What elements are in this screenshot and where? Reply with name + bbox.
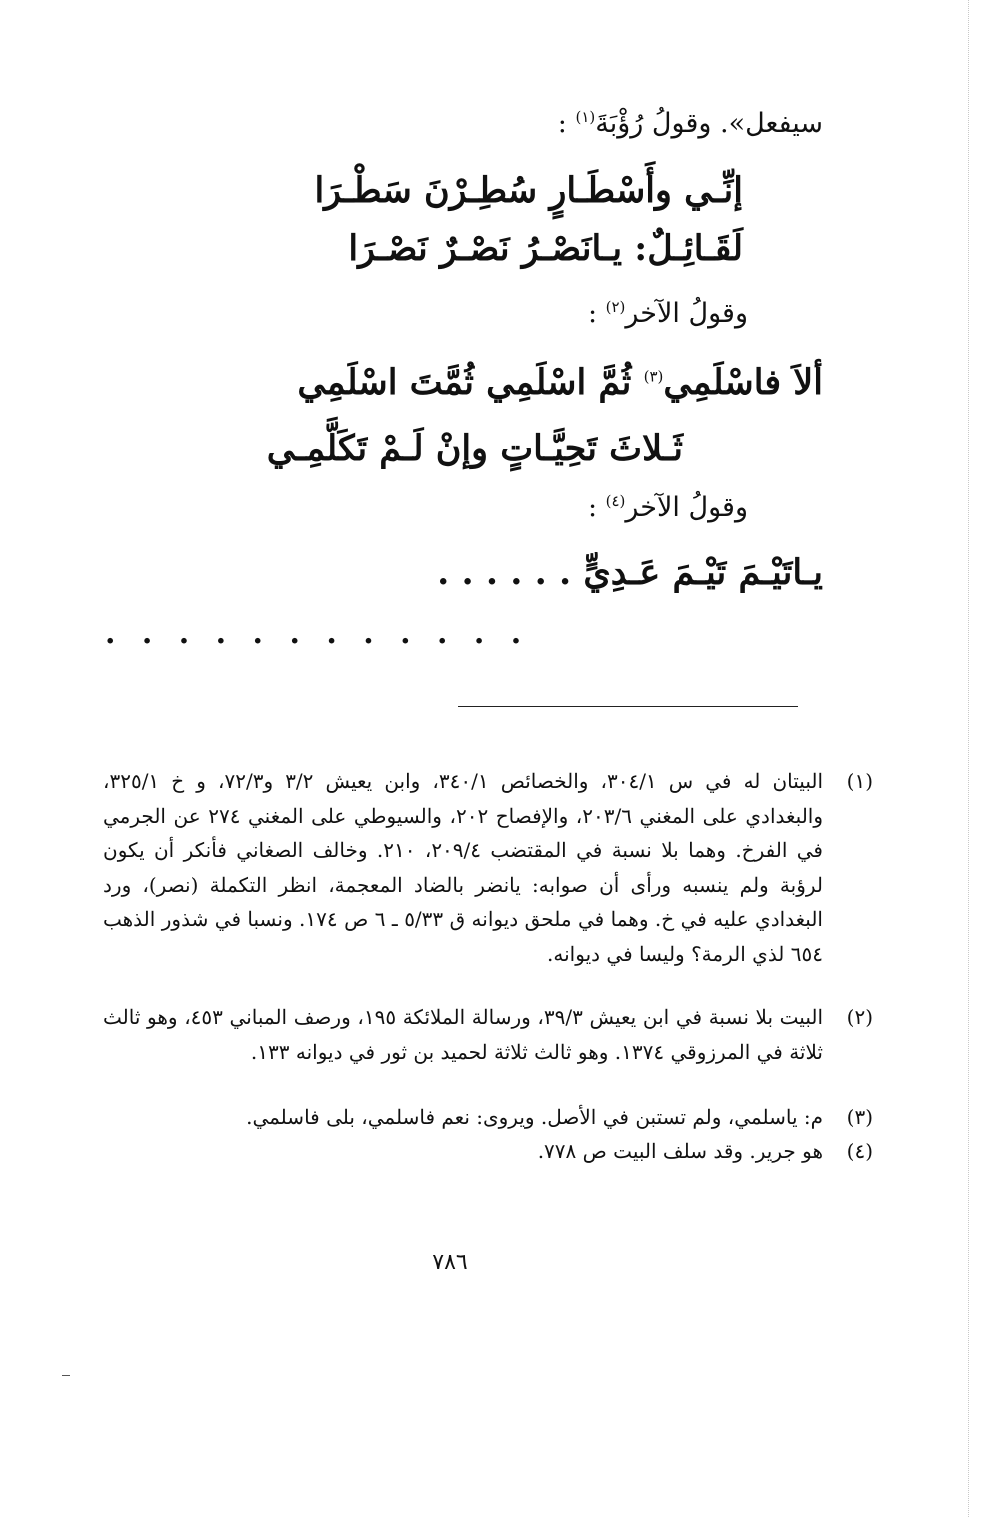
intro-text: وقولُ الآخر bbox=[625, 298, 748, 329]
verse-line-5: يـاتَيْـمَ تَيْـمَ عَـدِيٍّ . . . . . . bbox=[437, 552, 823, 593]
verse-line-1: إنِّـي وأَسْطَـارٍ سُطِـرْنَ سَطْـرَا bbox=[314, 170, 743, 211]
verse-line-2: لَقَـائِـلٌ: يـانَصْـرُ نَصْـرٌ نَصْـرَا bbox=[348, 228, 743, 269]
footnote-ref-2: (٢) bbox=[605, 298, 626, 316]
intro-line-other-2 bbox=[588, 492, 748, 523]
footnote-text: م: ياسلمي، ولم تستبن في الأصل. ويروى: نعم فاسلمي، بلى فاسلمي. bbox=[246, 1105, 823, 1129]
footnote-text: هو جرير. وقد سلف البيت ص ٧٧٨. bbox=[537, 1139, 823, 1163]
ellipsis-line: . . . . . . . . . . . . bbox=[105, 616, 530, 651]
verse-line-3 bbox=[297, 362, 823, 403]
footnote-ref-3: (٣) bbox=[643, 367, 664, 386]
footnote-2 bbox=[103, 1000, 873, 1069]
scan-mark bbox=[62, 1375, 70, 1376]
footnote-text: البيتان له في س ٣٠٤/١، والخصائص ٣٤٠/١، وابن يعيش ٣/٢ و٧٢/٣، و خ ٣٢٥/١، والبغدادي على المغني ٢٠٣/٦، والإفصاح ٢٠٢، والسيوطي على المغني ٢٧٤ عن الجرمي في الفرخ. وهما بلا نسبة في المقتضب ٢٠٩/٤، ٢١٠. وخالف الصغاني فأنكر أن يكون لرؤبة ولم ينسبه ورأى أن صوابه: يانضر بالضاد المعجمة، انظر التكملة (نصر)، ورد البغدادي عليه في خ. وهما في ملحق ديوانه ق ٥/٣٣ ـ ٦ ص ١٧٤. ونسبا في شذور الذهب ٦٥٤ لذي الرمة؟ وليسا في ديوانه. bbox=[103, 769, 824, 966]
footnote-ref-1: (١) bbox=[575, 108, 596, 126]
intro-text: سيفعل». وقولُ رُؤْبَةَ bbox=[595, 108, 823, 139]
scan-edge-line bbox=[968, 0, 969, 1517]
intro-colon: : bbox=[587, 298, 606, 329]
footnote-ref-4: (٤) bbox=[605, 492, 626, 510]
intro-line-ruba bbox=[558, 108, 823, 139]
intro-colon: : bbox=[557, 108, 576, 139]
verse-text-before: ألاَ فاسْلَمِي bbox=[663, 362, 823, 403]
page-number: ٧٨٦ bbox=[432, 1250, 468, 1275]
intro-line-other-1 bbox=[588, 298, 748, 329]
intro-colon: : bbox=[587, 492, 606, 523]
intro-text: وقولُ الآخر bbox=[625, 492, 748, 523]
footnote-number: (٣) bbox=[846, 1105, 873, 1129]
footnote-1 bbox=[103, 764, 873, 971]
verse-text-after: ثُمَّ اسْلَمِي ثُمَّتَ اسْلَمِي bbox=[297, 362, 644, 403]
verse-line-4: ثَـلاثَ تَحِيَّـاتٍ وإنْ لَـمْ تَكَلَّمِـي bbox=[266, 428, 683, 469]
footnote-separator bbox=[458, 706, 798, 707]
footnote-3 bbox=[103, 1100, 873, 1135]
footnote-number: (٢) bbox=[846, 1005, 873, 1029]
footnote-4 bbox=[103, 1134, 873, 1169]
footnote-number: (٤) bbox=[846, 1139, 873, 1163]
footnote-text: البيت بلا نسبة في ابن يعيش ٣٩/٣، ورسالة الملائكة ١٩٥، ورصف المباني ٤٥٣، وهو ثالث ثلاثة في المرزوقي ١٣٧٤. وهو ثالث ثلاثة لحميد بن ثور في ديوانه ١٣٣. bbox=[103, 1005, 824, 1064]
footnote-number: (١) bbox=[846, 769, 873, 793]
